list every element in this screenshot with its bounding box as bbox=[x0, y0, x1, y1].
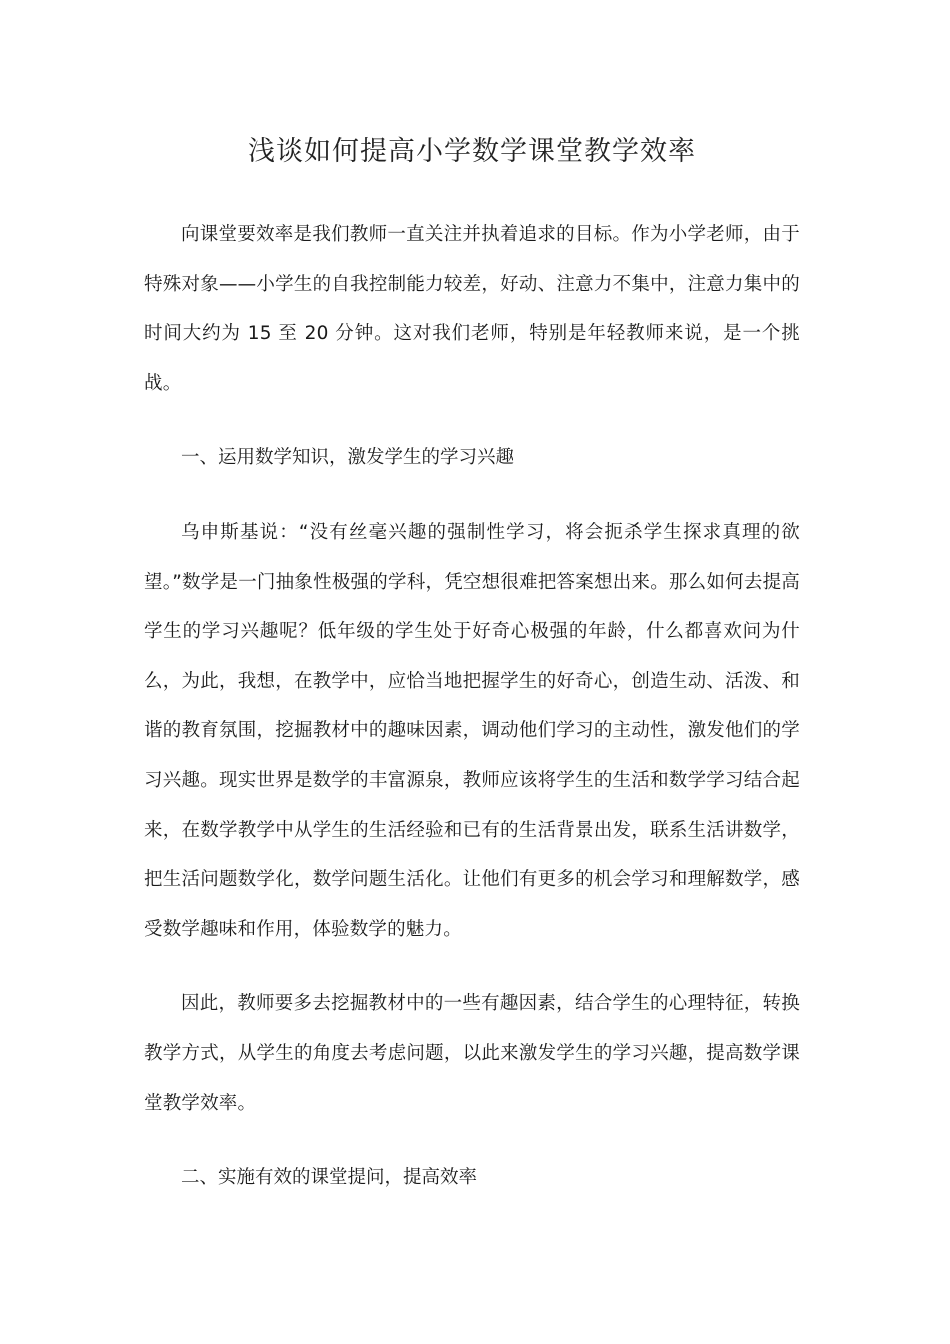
paragraph-gap bbox=[144, 408, 800, 433]
section-1-paragraph-1: 乌申斯基说：“没有丝毫兴趣的强制性学习，将会扼杀学生探求真理的欲望。”数学是一门抽象性极强的学科，凭空想很难把答案想出来。那么如何去提高学生的学习兴趣呢？低年级的学生处于好奇心极强的年龄，什么都喜欢问为什么，为此，我想，在教学中，应恰当地把握学生的好奇心，创造生动、活泼、和谐的教育氛围，挖掘教材中的趣味因素，调动他们学习的主动性，激发他们的学习兴趣。现实世界是数学的丰富源泉，教师应该将学生的生活和数学学习结合起来，在数学教学中从学生的生活经验和已有的生活背景出发，联系生活讲数学，把生活问题数学化，数学问题生活化。让他们有更多的机会学习和理解数学，感受数学趣味和作用，体验数学的魅力。 bbox=[144, 521, 800, 940]
paragraph-gap bbox=[144, 954, 800, 979]
section-2-heading: 二、实施有效的课堂提问，提高效率 bbox=[181, 1167, 478, 1189]
paragraph-gap bbox=[144, 483, 800, 508]
section-1-heading: 一、运用数学知识，激发学生的学习兴趣 bbox=[181, 447, 515, 469]
section-1-paragraph-2: 因此，教师要多去挖掘教材中的一些有趣因素，结合学生的心理特征，转换教学方式，从学生的角度去考虑问题，以此来激发学生的学习兴趣，提高数学课堂教学效率。 bbox=[144, 993, 800, 1114]
paragraph-gap bbox=[144, 1128, 800, 1153]
document-title: 浅谈如何提高小学数学课堂教学效率 bbox=[248, 136, 696, 167]
intro-paragraph: 向课堂要效率是我们教师一直关注并执着追求的目标。作为小学老师，由于特殊对象——小学生的自我控制能力较差，好动、注意力不集中，注意力集中的时间大约为 15 至 20 分钟。这对我们老师，特别是年轻教师来说，是一个挑战。 bbox=[144, 224, 800, 394]
